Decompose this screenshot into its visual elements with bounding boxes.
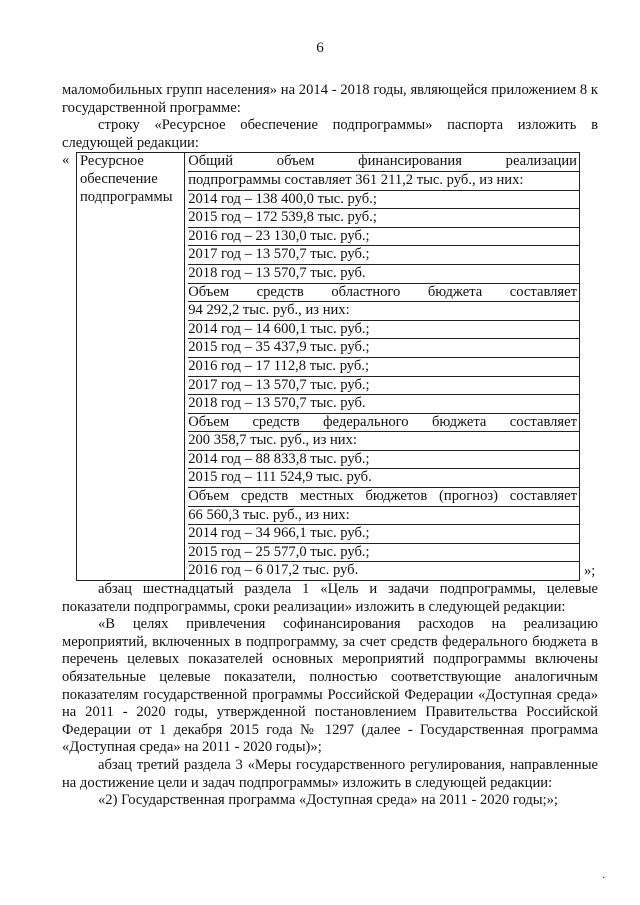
- resource-table: [76, 152, 580, 581]
- table-line: Объем средств местных бюджетов (прогноз) составляет: [188, 488, 579, 507]
- table-line: 2014 год – 34 966,1 тыс. руб.;: [188, 525, 579, 544]
- table-line: 2015 год – 172 539,8 тыс. руб.;: [188, 209, 579, 228]
- table-line: 2018 год – 13 570,7 тыс. руб.: [188, 265, 579, 284]
- paragraph-instruction: абзац шестнадцатый раздела 1 «Цель и задачи подпрограммы, целевые показатели подпрограммы, сроки реализации» изложить в следующей редакции:: [62, 581, 598, 615]
- table-line: 2015 год – 35 437,9 тыс. руб.;: [188, 339, 579, 358]
- paragraph-continuation: маломобильных групп населения» на 2014 - 2018 годы, являющейся приложением 8 к государственной программе:: [62, 82, 598, 116]
- paragraph-instruction: абзац третий раздела 3 «Меры государственного регулирования, направленные на достижение цели и задач подпрограммы» изложить в следующей редакции:: [62, 756, 598, 791]
- table-line: 66 560,3 тыс. руб., из них:: [188, 507, 579, 526]
- table-line: Общий объем финансирования реализации: [188, 153, 579, 172]
- paragraph-quoted-text: «2) Государственная программа «Доступная среда» на 2011 - 2020 годы;»;: [98, 792, 558, 809]
- table-line: 94 292,2 тыс. руб., из них:: [188, 302, 579, 321]
- table-line: 2015 год – 25 577,0 тыс. руб.;: [188, 544, 579, 563]
- table-label: Ресурсное обеспечение подпрограммы: [80, 153, 173, 205]
- table-line: 2014 год – 138 400,0 тыс. руб.;: [188, 191, 579, 210]
- paragraph-instruction: строку «Ресурсное обеспечение подпрограммы» паспорта изложить в следующей редакции:: [62, 117, 598, 151]
- table-value-cell: [185, 153, 580, 581]
- document-body: [62, 82, 598, 810]
- table-line: 2014 год – 14 600,1 тыс. руб.;: [188, 321, 579, 340]
- table-line: 2015 год – 111 524,9 тыс. руб.: [188, 469, 579, 488]
- table-line: Объем средств областного бюджета составляет: [188, 284, 579, 303]
- table-line: 2018 год – 13 570,7 тыс. руб.: [188, 395, 579, 414]
- table-line: 2017 год – 13 570,7 тыс. руб.;: [188, 377, 579, 396]
- resource-table-row: [62, 152, 598, 581]
- table-line: подпрограммы составляет 361 211,2 тыс. руб., из них:: [188, 172, 579, 191]
- table-line: 2014 год – 88 833,8 тыс. руб.;: [188, 451, 579, 470]
- table-line: 2016 год – 23 130,0 тыс. руб.;: [188, 228, 579, 247]
- table-close-quote: »;: [584, 563, 596, 580]
- paragraph-quoted-text: «В целях привлечения софинансирования расходов на реализацию мероприятий, включенных в подпрограмму, за счет средств федерального бюджета в перечень целевых показателей основных мероприятий подпрограммы включены обязательные целевые показатели, полностью соответствующие аналогичным показателям государственной программы Российской Федерации «Доступная среда» на 2011 - 2020 годы, утвержденной постановлением Правительства Российской Федерации от 1 декабря 2015 года № 1297 (далее - Государственная программа «Доступная среда» на 2011 - 2020 годы)»;: [62, 616, 598, 756]
- table-line: 2016 год – 6 017,2 тыс. руб.: [188, 562, 359, 579]
- table-line: Объем средств федерального бюджета составляет: [188, 414, 579, 433]
- table-line: 200 358,7 тыс. руб., из них:: [188, 432, 579, 451]
- table-line: 2016 год – 17 112,8 тыс. руб.;: [188, 358, 579, 377]
- table-open-quote: «: [62, 152, 70, 169]
- page-number: 6: [316, 40, 324, 56]
- table-label-cell: [77, 153, 185, 581]
- table-line: 2017 год – 13 570,7 тыс. руб.;: [188, 246, 579, 265]
- page-speck: ·: [602, 873, 606, 884]
